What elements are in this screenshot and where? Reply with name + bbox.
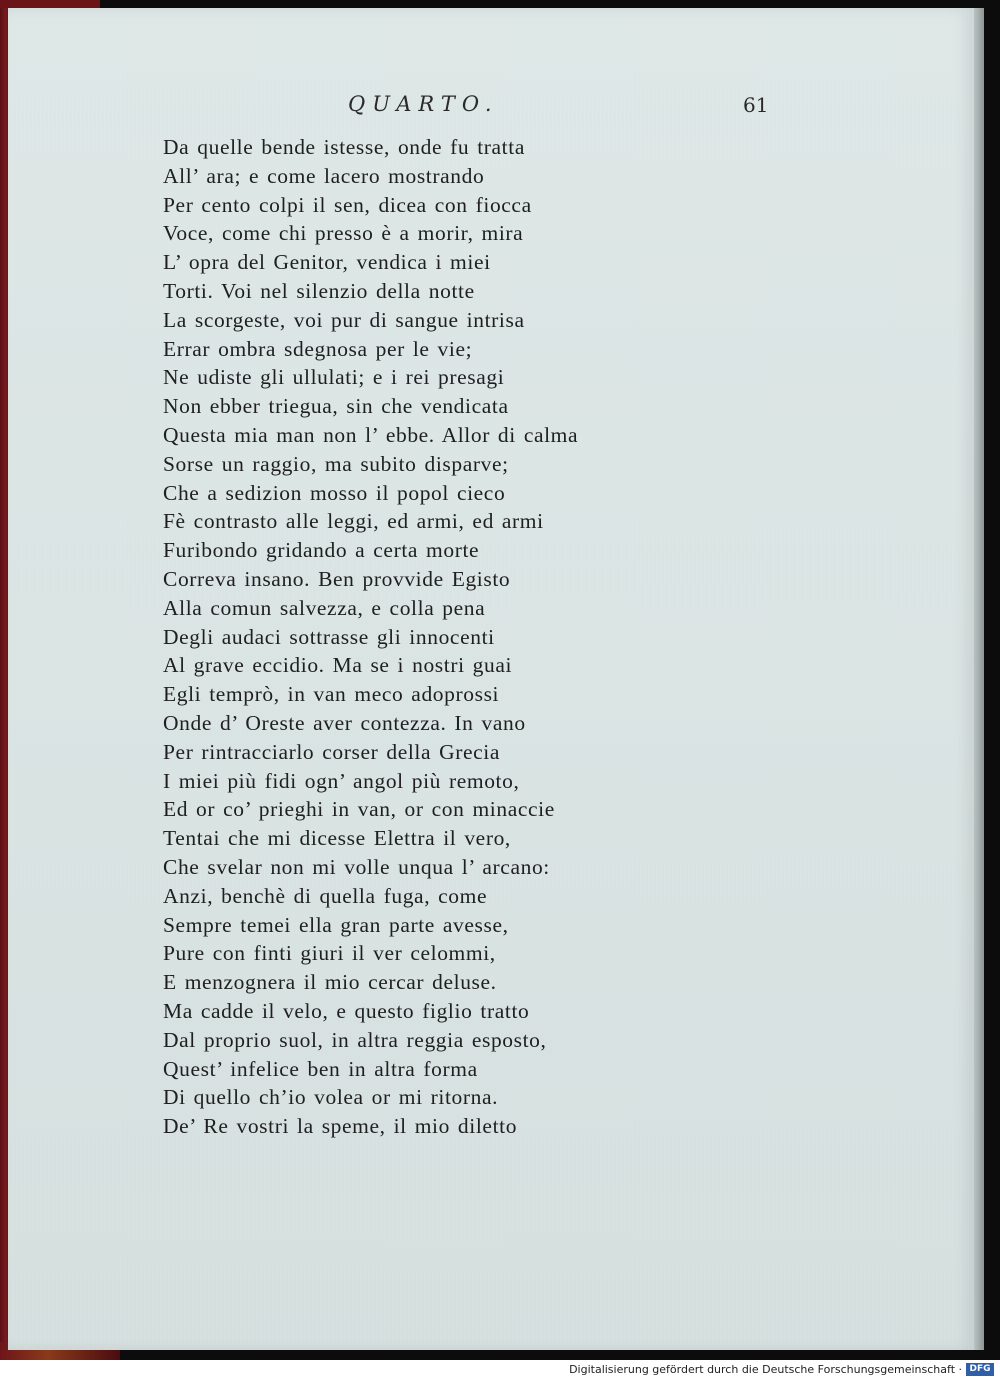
verse-line: I miei più fidi ogn’ angol più remoto,: [163, 768, 520, 793]
book-cover-top-edge: [0, 0, 100, 8]
verse-line: L’ opra del Genitor, vendica i miei: [163, 250, 491, 275]
verse-line: Furibondo gridando a certa morte: [163, 538, 480, 563]
verse-line: Errar ombra sdegnosa per le vie;: [163, 336, 473, 361]
verse-line: Alla comun salvezza, e colla pena: [163, 595, 486, 620]
verse-line: Al grave eccidio. Ma se i nostri guai: [163, 653, 513, 678]
verse-line: Che a sedizion mosso il popol cieco: [163, 480, 506, 505]
verse-line: De’ Re vostri la speme, il mio diletto: [163, 1114, 518, 1139]
verse-line: Quest’ infelice ben in altra forma: [163, 1056, 478, 1081]
verse-line: Fè contrasto alle leggi, ed armi, ed armi: [163, 509, 544, 534]
verse-line: Sempre temei ella gran parte avesse,: [163, 912, 509, 937]
verse-line: Dal proprio suol, in altra reggia esposto,: [163, 1027, 547, 1052]
funding-notice: Digitalisierung gefördert durch die Deutsche Forschungsgemeinschaft ·: [569, 1363, 962, 1376]
verse-block: [163, 133, 578, 1141]
verse-line: Che svelar non mi volle unqua l’ arcano:: [163, 854, 550, 879]
verse-line: Correva insano. Ben provvide Egisto: [163, 566, 511, 591]
verse-line: Sorse un raggio, ma subito disparve;: [163, 451, 509, 476]
book-page: [8, 8, 974, 1350]
verse-line: Torti. Voi nel silenzio della notte: [163, 278, 475, 303]
page-fore-edge: [974, 8, 984, 1350]
verse-line: Per cento colpi il sen, dicea con fiocca: [163, 192, 532, 217]
verse-line: La scorgeste, voi pur di sangue intrisa: [163, 307, 525, 332]
verse-line: Ne udiste gli ullulati; e i rei presagi: [163, 365, 505, 390]
verse-line: Onde d’ Oreste aver contezza. In vano: [163, 710, 526, 735]
verse-line: Per rintracciarlo corser della Grecia: [163, 739, 500, 764]
verse-line: Degli audaci sottrasse gli innocenti: [163, 624, 495, 649]
digitization-footer: [0, 1360, 1000, 1380]
dfg-logo: DFG: [966, 1363, 994, 1376]
verse-line: Pure con finti giuri il ver celommi,: [163, 941, 496, 966]
verse-line: Non ebber triegua, sin che vendicata: [163, 394, 509, 419]
verse-line: Da quelle bende istesse, onde fu tratta: [163, 135, 525, 159]
verse-line: Voce, come chi presso è a morir, mira: [163, 221, 524, 246]
verse-line: Di quello ch’io volea or mi ritorna.: [163, 1085, 499, 1110]
verse-line: Anzi, benchè di quella fuga, come: [163, 883, 488, 908]
verse-line: All’ ara; e come lacero mostrando: [163, 163, 485, 188]
verse-line: Ed or co’ prieghi in van, or con minaccie: [163, 797, 555, 822]
verse-line: Egli temprò, in van meco adoprossi: [163, 682, 500, 707]
page-number: 61: [743, 93, 769, 117]
verse-line: Tentai che mi dicesse Elettra il vero,: [163, 826, 511, 851]
verse-line: E menzognera il mio cercar deluse.: [163, 970, 497, 995]
running-head: QUARTO.: [348, 92, 499, 116]
verse-line: Questa mia man non l’ ebbe. Allor di calma: [163, 422, 579, 447]
verse-line: Ma cadde il velo, e questo figlio tratto: [163, 998, 530, 1023]
